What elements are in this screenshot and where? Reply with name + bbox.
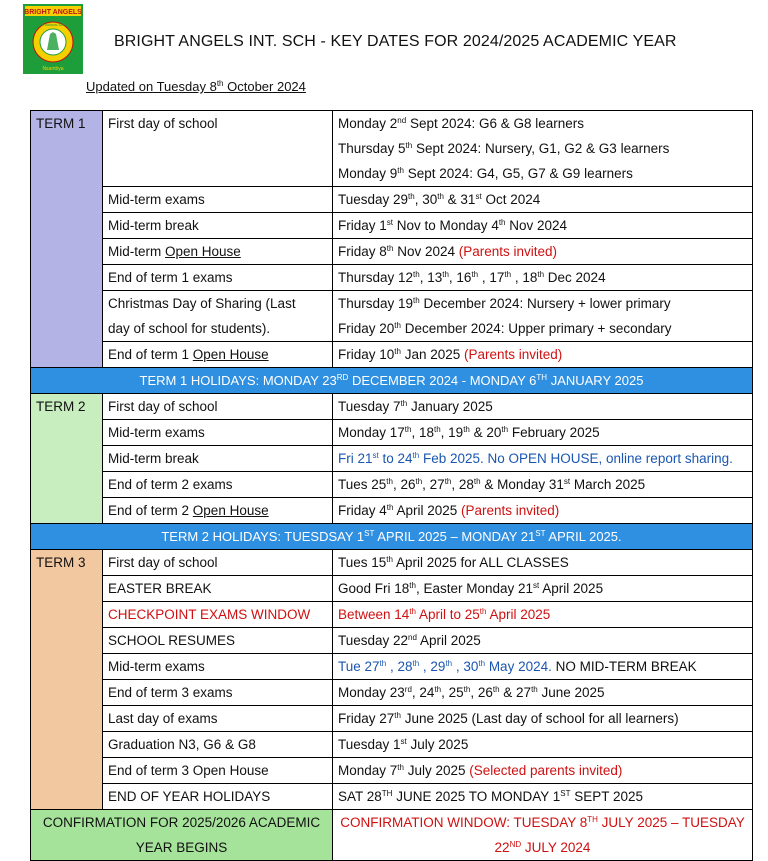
date-cell [333, 265, 753, 291]
date-cell [333, 394, 753, 420]
event-cell: Mid-term exams [103, 420, 333, 446]
date-cell [333, 342, 753, 368]
event-cell: SCHOOL RESUMES [103, 628, 333, 654]
table-row [31, 111, 753, 187]
date-line: Monday 2nd Sept 2024: G6 & G8 learners [338, 116, 585, 131]
date-cell [333, 111, 753, 187]
date-cell [333, 472, 753, 498]
updated-date: Updated on Tuesday 8th October 2024 [86, 79, 306, 94]
date-line: Friday 8th Nov 2024 (Parents invited) [338, 244, 558, 259]
table-row [31, 628, 753, 654]
confirmation-window-line: 22ND JULY 2024 [494, 840, 591, 855]
event-cell: End of term 3 exams [103, 680, 333, 706]
date-line: Thursday 19th December 2024: Nursery + lower primary [338, 296, 671, 311]
date-cell [333, 784, 753, 810]
event-cell: Mid-term exams [103, 187, 333, 213]
date-line: Friday 10th Jan 2025 (Parents invited) [338, 347, 563, 362]
date-line: Friday 20th December 2024: Upper primary + secondary [338, 321, 672, 336]
date-line: Monday 17th, 18th, 19th & 20th February 2025 [338, 425, 600, 440]
confirmation-row [31, 810, 753, 861]
table-row [31, 550, 753, 576]
event-cell: Mid-term break [103, 213, 333, 239]
table-row [31, 213, 753, 239]
event-cell: End of term 1 Open House [103, 342, 333, 368]
date-cell [333, 732, 753, 758]
table-row [31, 187, 753, 213]
term-2-holidays [31, 524, 753, 550]
event-cell: End of term 2 exams [103, 472, 333, 498]
date-line: Monday 23rd, 24th, 25th, 26th & 27th June 2025 [338, 685, 605, 700]
event-cell: End of term 3 Open House [103, 758, 333, 784]
term-1-label: TERM 1 [31, 111, 103, 368]
event-cell: Graduation N3, G6 & G8 [103, 732, 333, 758]
event-cell: End of term 2 Open House [103, 498, 333, 524]
event-cell: First day of school [103, 550, 333, 576]
table-row [31, 732, 753, 758]
date-cell [333, 706, 753, 732]
date-cell [333, 239, 753, 265]
term-3-label: TERM 3 [31, 550, 103, 810]
date-line: Fri 21st to 24th Feb 2025. No OPEN HOUSE, online report sharing. [338, 451, 733, 466]
event-line: day of school for students). [108, 321, 271, 336]
table-row [31, 239, 753, 265]
date-cell [333, 187, 753, 213]
school-logo [23, 4, 83, 74]
term-1-holidays-cell: TERM 1 HOLIDAYS: MONDAY 23RD DECEMBER 2024 - MONDAY 6TH JANUARY 2025 [31, 368, 753, 394]
date-line: Monday 9th Sept 2024: G4, G5, G7 & G9 learners [338, 166, 633, 181]
table-row [31, 394, 753, 420]
table-row [31, 784, 753, 810]
date-line: Tuesday 29th, 30th & 31st Oct 2024 [338, 192, 541, 207]
date-cell [333, 602, 753, 628]
table-row [31, 342, 753, 368]
date-line: Friday 27th June 2025 (Last day of school for all learners) [338, 711, 679, 726]
date-line: Tues 15th April 2025 for ALL CLASSES [338, 555, 569, 570]
event-cell: Mid-term exams [103, 654, 333, 680]
date-line: Between 14th April to 25th April 2025 [338, 607, 551, 622]
confirmation-line: CONFIRMATION FOR 2025/2026 ACADEMIC [42, 815, 321, 830]
date-cell [333, 654, 753, 680]
date-cell [333, 628, 753, 654]
date-cell [333, 213, 753, 239]
date-line: Tuesday 1st July 2025 [338, 737, 469, 752]
event-cell [103, 291, 333, 342]
table-row [31, 446, 753, 472]
table-row [31, 706, 753, 732]
confirmation-label [31, 810, 333, 861]
date-line: Monday 7th July 2025 (Selected parents invited) [338, 763, 623, 778]
date-line: Thursday 12th, 13th, 16th , 17th , 18th Dec 2024 [338, 270, 606, 285]
date-cell [333, 758, 753, 784]
event-cell: First day of school [103, 394, 333, 420]
date-line: Friday 1st Nov to Monday 4th Nov 2024 [338, 218, 568, 233]
table-row [31, 576, 753, 602]
event-cell: First day of school [103, 111, 333, 187]
event-cell: CHECKPOINT EXAMS WINDOW [103, 602, 333, 628]
date-cell [333, 680, 753, 706]
date-line: Thursday 5th Sept 2024: Nursery, G1, G2 & G3 learners [338, 141, 670, 156]
date-line: SAT 28TH JUNE 2025 TO MONDAY 1ST SEPT 2025 [338, 789, 644, 804]
event-cell: End of term 1 exams [103, 265, 333, 291]
table-row [31, 654, 753, 680]
confirmation-window [333, 810, 753, 861]
table-row [31, 680, 753, 706]
logo-ring-text: International School [35, 22, 71, 27]
term-2-holidays-cell: TERM 2 HOLIDAYS: TUESDSAY 1ST APRIL 2025 – MONDAY 21ST APRIL 2025. [31, 524, 753, 550]
date-cell [333, 576, 753, 602]
date-line: Tue 27th , 28th , 29th , 30th May 2024. NO MID-TERM BREAK [338, 659, 697, 674]
event-cell: END OF YEAR HOLIDAYS [103, 784, 333, 810]
date-line: Tuesday 22nd April 2025 [338, 633, 481, 648]
table-row [31, 472, 753, 498]
date-cell [333, 420, 753, 446]
date-cell [333, 498, 753, 524]
table-row [31, 265, 753, 291]
table-row [31, 291, 753, 342]
table-row [31, 602, 753, 628]
key-dates-table [30, 110, 753, 861]
date-line: Friday 4th April 2025 (Parents invited) [338, 503, 560, 518]
logo-top-text: BRIGHT ANGELS [24, 9, 82, 16]
date-cell [333, 550, 753, 576]
table-row [31, 498, 753, 524]
event-cell: Mid-term break [103, 446, 333, 472]
document-title: BRIGHT ANGELS INT. SCH - KEY DATES FOR 2024/2025 ACADEMIC YEAR [114, 33, 677, 50]
confirmation-window-line: CONFIRMATION WINDOW: TUESDAY 8TH JULY 2025 – TUESDAY [340, 815, 745, 830]
date-line: Tuesday 7th January 2025 [338, 399, 493, 414]
event-line: Christmas Day of Sharing (Last [108, 296, 296, 311]
confirmation-line: YEAR BEGINS [135, 840, 228, 855]
term-2-label: TERM 2 [31, 394, 103, 524]
term-1-holidays [31, 368, 753, 394]
event-cell: Mid-term Open House [103, 239, 333, 265]
event-cell: Last day of exams [103, 706, 333, 732]
table-row [31, 420, 753, 446]
date-line: Tues 25th, 26th, 27th, 28th & Monday 31st March 2025 [338, 477, 646, 492]
logo-bottom-text: Nsambya [42, 66, 64, 72]
date-line: Good Fri 18th, Easter Monday 21st April 2025 [338, 581, 604, 596]
date-cell [333, 291, 753, 342]
date-cell [333, 446, 753, 472]
table-row [31, 758, 753, 784]
event-cell: EASTER BREAK [103, 576, 333, 602]
